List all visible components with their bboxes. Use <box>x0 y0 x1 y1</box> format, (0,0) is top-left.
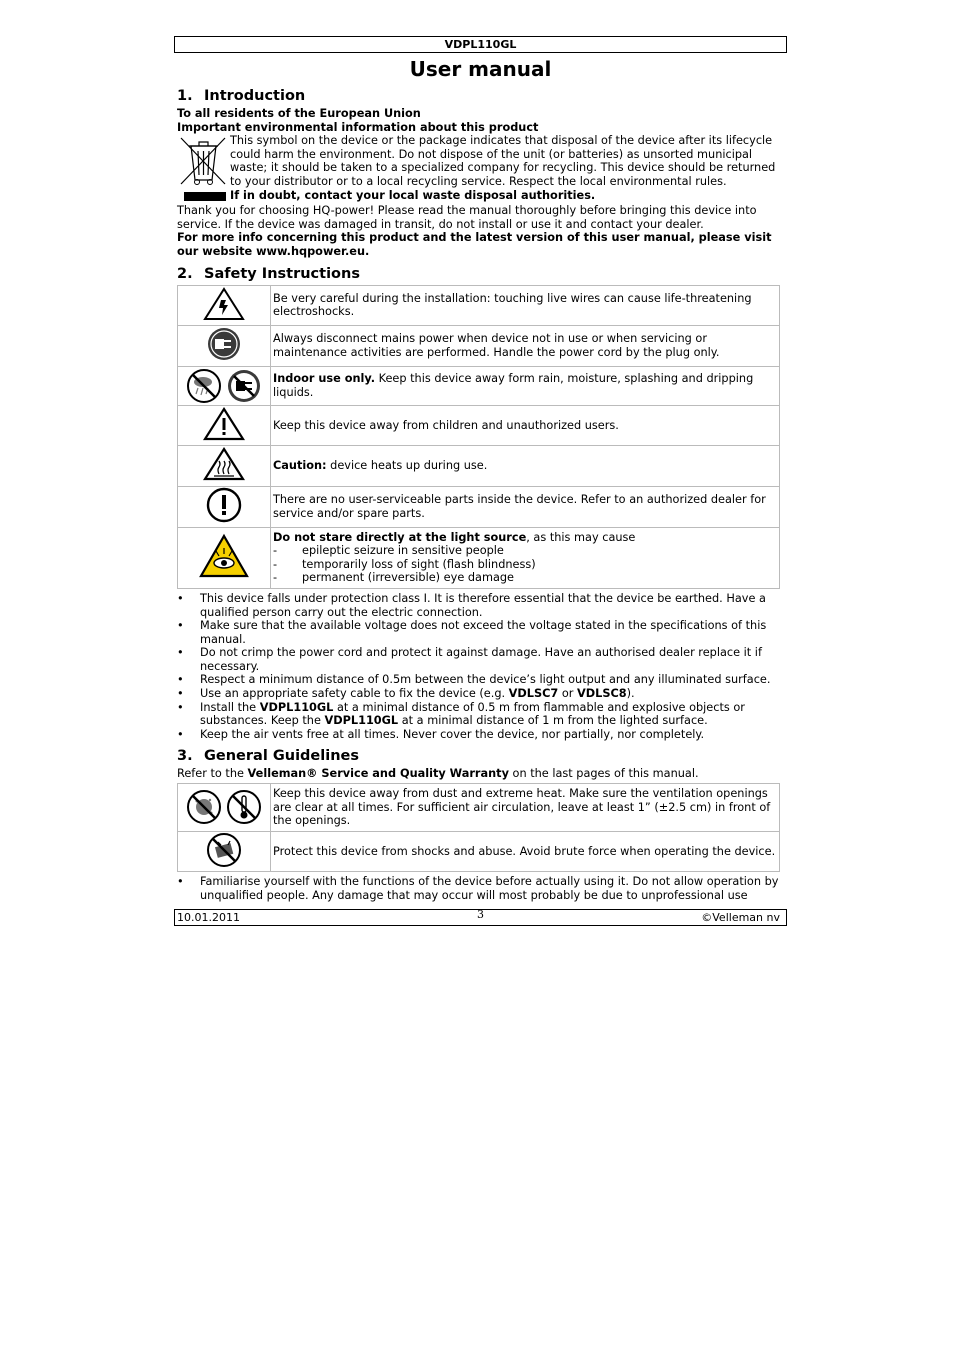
manual-page <box>174 36 787 903</box>
eye-light-warning-icon <box>198 533 250 579</box>
refer-text: Refer to the Velleman® Service and Quality Warranty on the last pages of this manual. <box>177 767 699 781</box>
no-dust-icon <box>186 789 222 825</box>
footer-page-number: 3 <box>477 908 484 921</box>
list-item: • Do not crimp the power cord and protect it against damage. Have an authorised dealer replace it if necessary. <box>177 646 781 673</box>
safety-bold: Caution: <box>273 459 327 473</box>
footer <box>174 909 787 926</box>
section-introduction-heading: 1. Introduction <box>177 88 306 104</box>
no-rain-icon <box>186 368 222 404</box>
safety-table <box>177 285 780 589</box>
content <box>174 87 787 903</box>
safety-text: , as this may cause <box>526 530 636 544</box>
safety-text: Keep this device away form rain, moisture, splashing and dripping liquids. <box>273 372 754 399</box>
general-text: Protect this device from shocks and abuse. Avoid brute force when operating the device. <box>273 844 776 858</box>
general-bullets <box>177 875 781 902</box>
section-safety-heading: 2. Safety Instructions <box>177 265 360 282</box>
dash-item: - temporarily loss of sight (flash blindness) <box>273 557 536 571</box>
safety-row <box>178 486 780 527</box>
safety-text: There are no user-serviceable parts inside the device. Refer to an authorized dealer for service and/or spare parts. <box>273 493 766 520</box>
eu-line: To all residents of the European Union <box>177 107 421 120</box>
list-item: • This device falls under protection class I. It is therefore essential that the device be earthed. Have a qualified person carry out the electric connection. <box>177 592 781 619</box>
list-item: • Use an appropriate safety cable to fix the device (e.g. VDLSC7 or VDLSC8). <box>177 687 781 701</box>
general-row <box>178 784 780 832</box>
safety-bold: Indoor use only. <box>273 372 376 386</box>
list-item: • Respect a minimum distance of 0.5m between the device’s light output and any illuminated surface. <box>177 673 781 687</box>
safety-text: Keep this device away from children and unauthorized users. <box>273 418 619 432</box>
dash-item: - epileptic seizure in sensitive people <box>273 544 504 558</box>
hot-surface-icon <box>202 446 246 482</box>
header-model: VDPL110GL <box>174 36 787 53</box>
no-water-plug-icon <box>226 368 262 404</box>
general-table <box>177 783 780 872</box>
list-item: • Familiarise yourself with the functions of the device before actually using it. Do not allow operation by unqualified people. Any damage that may occur will most probably be due to unprofessional use <box>177 875 781 902</box>
footer-copyright: ©Velleman nv <box>701 911 780 924</box>
no-shock-icon <box>206 832 242 868</box>
general-text: Keep this device away from dust and extreme heat. Make sure the ventilation openings are clear at all times. For sufficient air circulation, leave at least 1” (±2.5 cm) in front of the openings. <box>273 787 771 828</box>
exclamation-circle-icon <box>205 487 243 523</box>
unplug-icon <box>206 326 242 362</box>
more-info-text: For more info concerning this product and the latest version of this user manual, please visit our website www.hqpower.eu. <box>177 231 772 258</box>
safety-bold: Do not stare directly at the light source <box>273 530 527 544</box>
list-item: • Make sure that the available voltage does not exceed the voltage stated in the specifications of this manual. <box>177 619 781 646</box>
weee-block <box>177 134 781 204</box>
safety-row <box>178 326 780 367</box>
safety-row <box>178 285 780 326</box>
electric-shock-warning-icon <box>202 286 246 322</box>
safety-row <box>178 405 780 446</box>
safety-row <box>178 446 780 487</box>
weee-bold: If in doubt, contact your local waste disposal authorities. <box>230 188 596 202</box>
weee-text: This symbol on the device or the package indicates that disposal of the device after its lifecycle could harm the environment. Do not dispose of the unit (or batteries) as unsorted municipal waste; it should be taken to a specialized company for recycling. This device should be returned to your distributor or to a local recycling service. Respect the local environmental rules. <box>230 134 776 188</box>
list-item: • Install the VDPL110GL at a minimal distance of 0.5 m from flammable and explosive objects or substances. Keep the VDPL110GL at a minimal distance of 1 m from the lighted surface. <box>177 701 781 728</box>
weee-bin-icon <box>177 134 230 204</box>
safety-text: Be very careful during the installation: touching live wires can cause life-threatening electroshocks. <box>273 291 752 319</box>
safety-text: device heats up during use. <box>326 459 488 473</box>
warning-triangle-icon <box>202 406 246 442</box>
env-line: Important environmental information about this product <box>177 120 539 134</box>
section-general-heading: 3. General Guidelines <box>177 748 359 765</box>
list-item: • Keep the air vents free at all times. Never cover the device, nor partially, nor completely. <box>177 728 781 742</box>
dash-item: - permanent (irreversible) eye damage <box>273 571 515 585</box>
page-title: User manual <box>409 57 552 81</box>
safety-row <box>178 527 780 588</box>
footer-date: 10.01.2011 <box>177 911 240 924</box>
thanks-text: Thank you for choosing HQ-power! Please read the manual thoroughly before bringing this device into service. If the device was damaged in transit, do not install or use it and contact your dealer. <box>177 204 757 231</box>
safety-row <box>178 366 780 405</box>
safety-text: Always disconnect mains power when device not in use or when servicing or maintenance activities are performed. Handle the power cord by the plug only. <box>273 332 720 359</box>
no-heat-icon <box>226 789 262 825</box>
general-row <box>178 831 780 872</box>
safety-bullets <box>177 592 781 742</box>
